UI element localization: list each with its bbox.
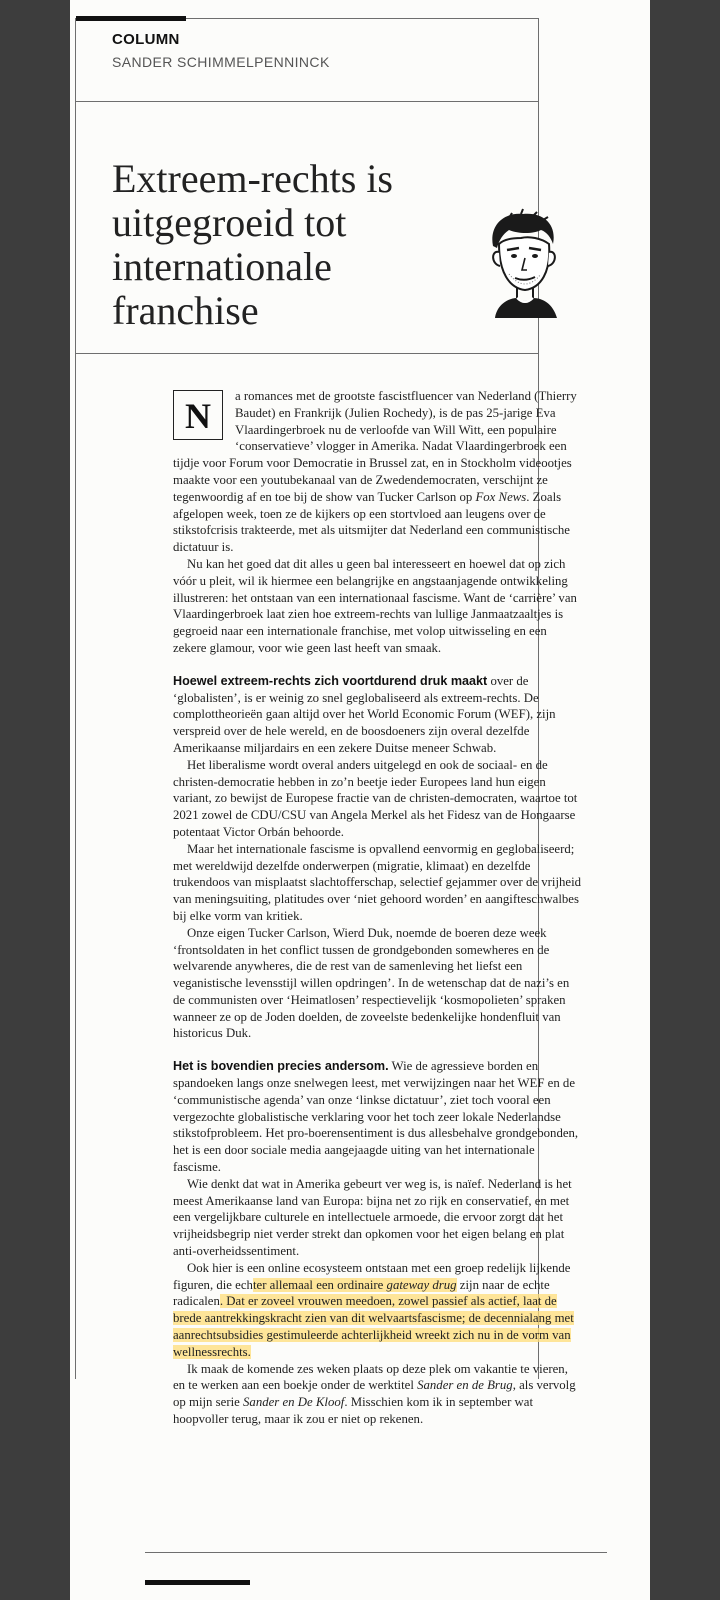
text-run-italic: Sander en De Kloof xyxy=(243,1395,345,1410)
article-paragraph: Het liberalisme wordt overal anders uitgelegd en ook de sociaal- en de christen-democratie hebben in zo’n beetje ieder Europees land hun eigen variant, zo bewijst de Europese fractie van de christen-democraten, waartoe tot 2021 zowel de CDU/CSU van Angela Merkel als het Fidesz van de Hongaarse potentaat Victor Orbán behoorde. xyxy=(173,757,578,839)
article-paragraph: Onze eigen Tucker Carlson, Wierd Duk, noemde de boeren deze week ‘frontsoldaten in het conflict tussen de grondgebonden somewheres en de welvarende anywheres, die de rest van de samenleving het liefst een veganistische levensstijl willen opdringen’. In de wetenschap dat de nazi’s en de communisten over ‘Heimatlosen’ respectievelijk ‘kosmopolieten’ spraken wanneer ze op de Joden doelden, de zoveelste bedenkelijke hondenfluit van historicus Duk. xyxy=(173,925,570,1041)
article-paragraph xyxy=(173,1058,583,1176)
author-name: SANDER SCHIMMELPENNINCK xyxy=(112,54,330,70)
text-run: zijn naar de echte radicalen xyxy=(173,1277,550,1309)
divider xyxy=(76,353,538,354)
highlighted-text: . Dat er zoveel vrouwen meedoen, zowel passief als actief, laat de brede aantrekkingskracht zien van dit welvaartsfascisme; de decennialang met aanrechtsubsidies gestimuleerde achterlijkheid wreekt zich nu in de vorm van wellnessrechts. xyxy=(173,1294,574,1359)
article-paragraph xyxy=(173,1260,583,1361)
highlighted-text-italic: gateway drug xyxy=(386,1277,457,1292)
next-section-bar xyxy=(145,1580,250,1585)
text-run: Ook hier is een online ecosysteem ontstaan met een groep redelijk lijkende figuren, die ech xyxy=(173,1260,571,1292)
section-lead: Hoewel extreem-rechts zich voortdurend druk maakt xyxy=(173,673,488,688)
text-run: a romances met de grootste fascistfluencer van Nederland (Thierry Baudet) en Frankrijk (Julien Rochedy), is de pas 25-jarige Eva Vlaardingerbroek nu de verloofde van Will Witt, een populaire ‘conservatieve’ vlogger in Amerika. Nadat Vlaardingerbroek een tijdje voor Forum voor Democratie in Brussel zat, en in Stockholm videootjes maakte voor een youtubekanaal van de Zwedendemocraten, verschijnt ze tegenwoordig af en toe bij de show van Tucker Carlson op xyxy=(173,389,577,504)
drop-cap: N xyxy=(173,390,223,440)
article-paragraph: Maar het internationale fascisme is opvallend eenvormig en geglobaliseerd; met wereldwijd dezelfde onderwerpen (migratie, klimaat) en dezelfde trukendoos van misplaatst slachtofferschap, selectief gejammer over de vrijheid van meningsuiting, platitudes over ‘niet gehoord worden’ en aangifteschwalbes bij elke vorm van kritiek. xyxy=(173,841,582,923)
article-paragraph: Nu kan het goed dat dit alles u geen bal interesseert en hoewel dat op zich vóór u pleit, wil ik hiermee een belangrijke en angstaanjagende ontwikkeling illustreren: het ontstaan van een internationaal fascisme. Want de ‘carrière’ van Vlaardingerbroek laat zien hoe extreem-rechts van lullige Janmaatzaaltjes is gegroeid naar een internationale franchise, met volop uitwisseling en een zekere glamour, voor wie geen last heeft van smaak. xyxy=(173,556,577,655)
highlighted-text: ter allemaal een ordinaire xyxy=(252,1277,387,1292)
rubric-bar xyxy=(76,16,186,21)
rubric-label: COLUMN xyxy=(112,31,180,48)
text-run: Wie de agressieve borden en spandoeken langs onze snelwegen leest, met verwijzingen naar het WEF en de ‘communistische agenda’ van onze ‘linkse dictatuur’, ziet toch vooral een vergezochte globalistische verklaring voor het toch zeer lokale Nederlandse stikstofprobleem. Het pro-boerensentiment is dus allesbehalve grondgebonden, het is een door sociale media aangejaagde uiting van het internationale fascisme. xyxy=(173,1059,579,1175)
page-title: Extreem-rechts is uitgegroeid tot internationale franchise xyxy=(112,156,393,333)
article-paragraph xyxy=(173,1361,583,1428)
text-run: . Zoals afgelopen week, toen ze de kijkers op een stortvloed aan leugens over de stikstofcrisis trakteerde, met als uitsmijter dat Nederland een communistische dictatuur is. xyxy=(173,489,570,555)
section-lead: Het is bovendien precies andersom. xyxy=(173,1059,389,1074)
article-body xyxy=(173,388,583,1428)
divider xyxy=(145,1552,607,1553)
article-paragraph xyxy=(173,388,583,556)
text-run: Ik maak de komende zes weken plaats op deze plek om vakantie te vieren, en te werken aan een boekje onder de werktitel xyxy=(173,1361,568,1393)
article-paragraph xyxy=(173,673,583,757)
text-run-italic: Sander en de Brug xyxy=(417,1378,513,1393)
text-run: over de ‘globalisten’, is er weinig zo snel geglobaliseerd als extreem-rechts. De complottheorieën gaan altijd over het World Economic Forum (WEF), zijn verspreid over de hele wereld, en de boosdoeners zijn overal dezelfde Amerikaanse miljardairs en een zekere Duitse meneer Schwab. xyxy=(173,673,556,755)
text-run-italic: Fox News xyxy=(475,489,527,504)
author-portrait-icon xyxy=(485,208,565,318)
divider xyxy=(76,101,538,102)
text-run: . Misschien kom ik in september wat hoopvoller terug, maar ik zou er niet op rekenen. xyxy=(173,1395,534,1427)
text-run: , als vervolg op mijn serie xyxy=(173,1378,576,1410)
article-paragraph: Wie denkt dat wat in Amerika gebeurt ver weg is, is naïef. Nederland is het meest Amerikaanse land van Europa: bijna net zo rijk en conservatief, en met een vergelijkbare culturele en intellectuele armoede, die ervoor zorgt dat het vrijheidsbegrip niet verder strekt dan opkomen voor het eigen belang en plat anti-overheidssentiment. xyxy=(173,1176,572,1259)
